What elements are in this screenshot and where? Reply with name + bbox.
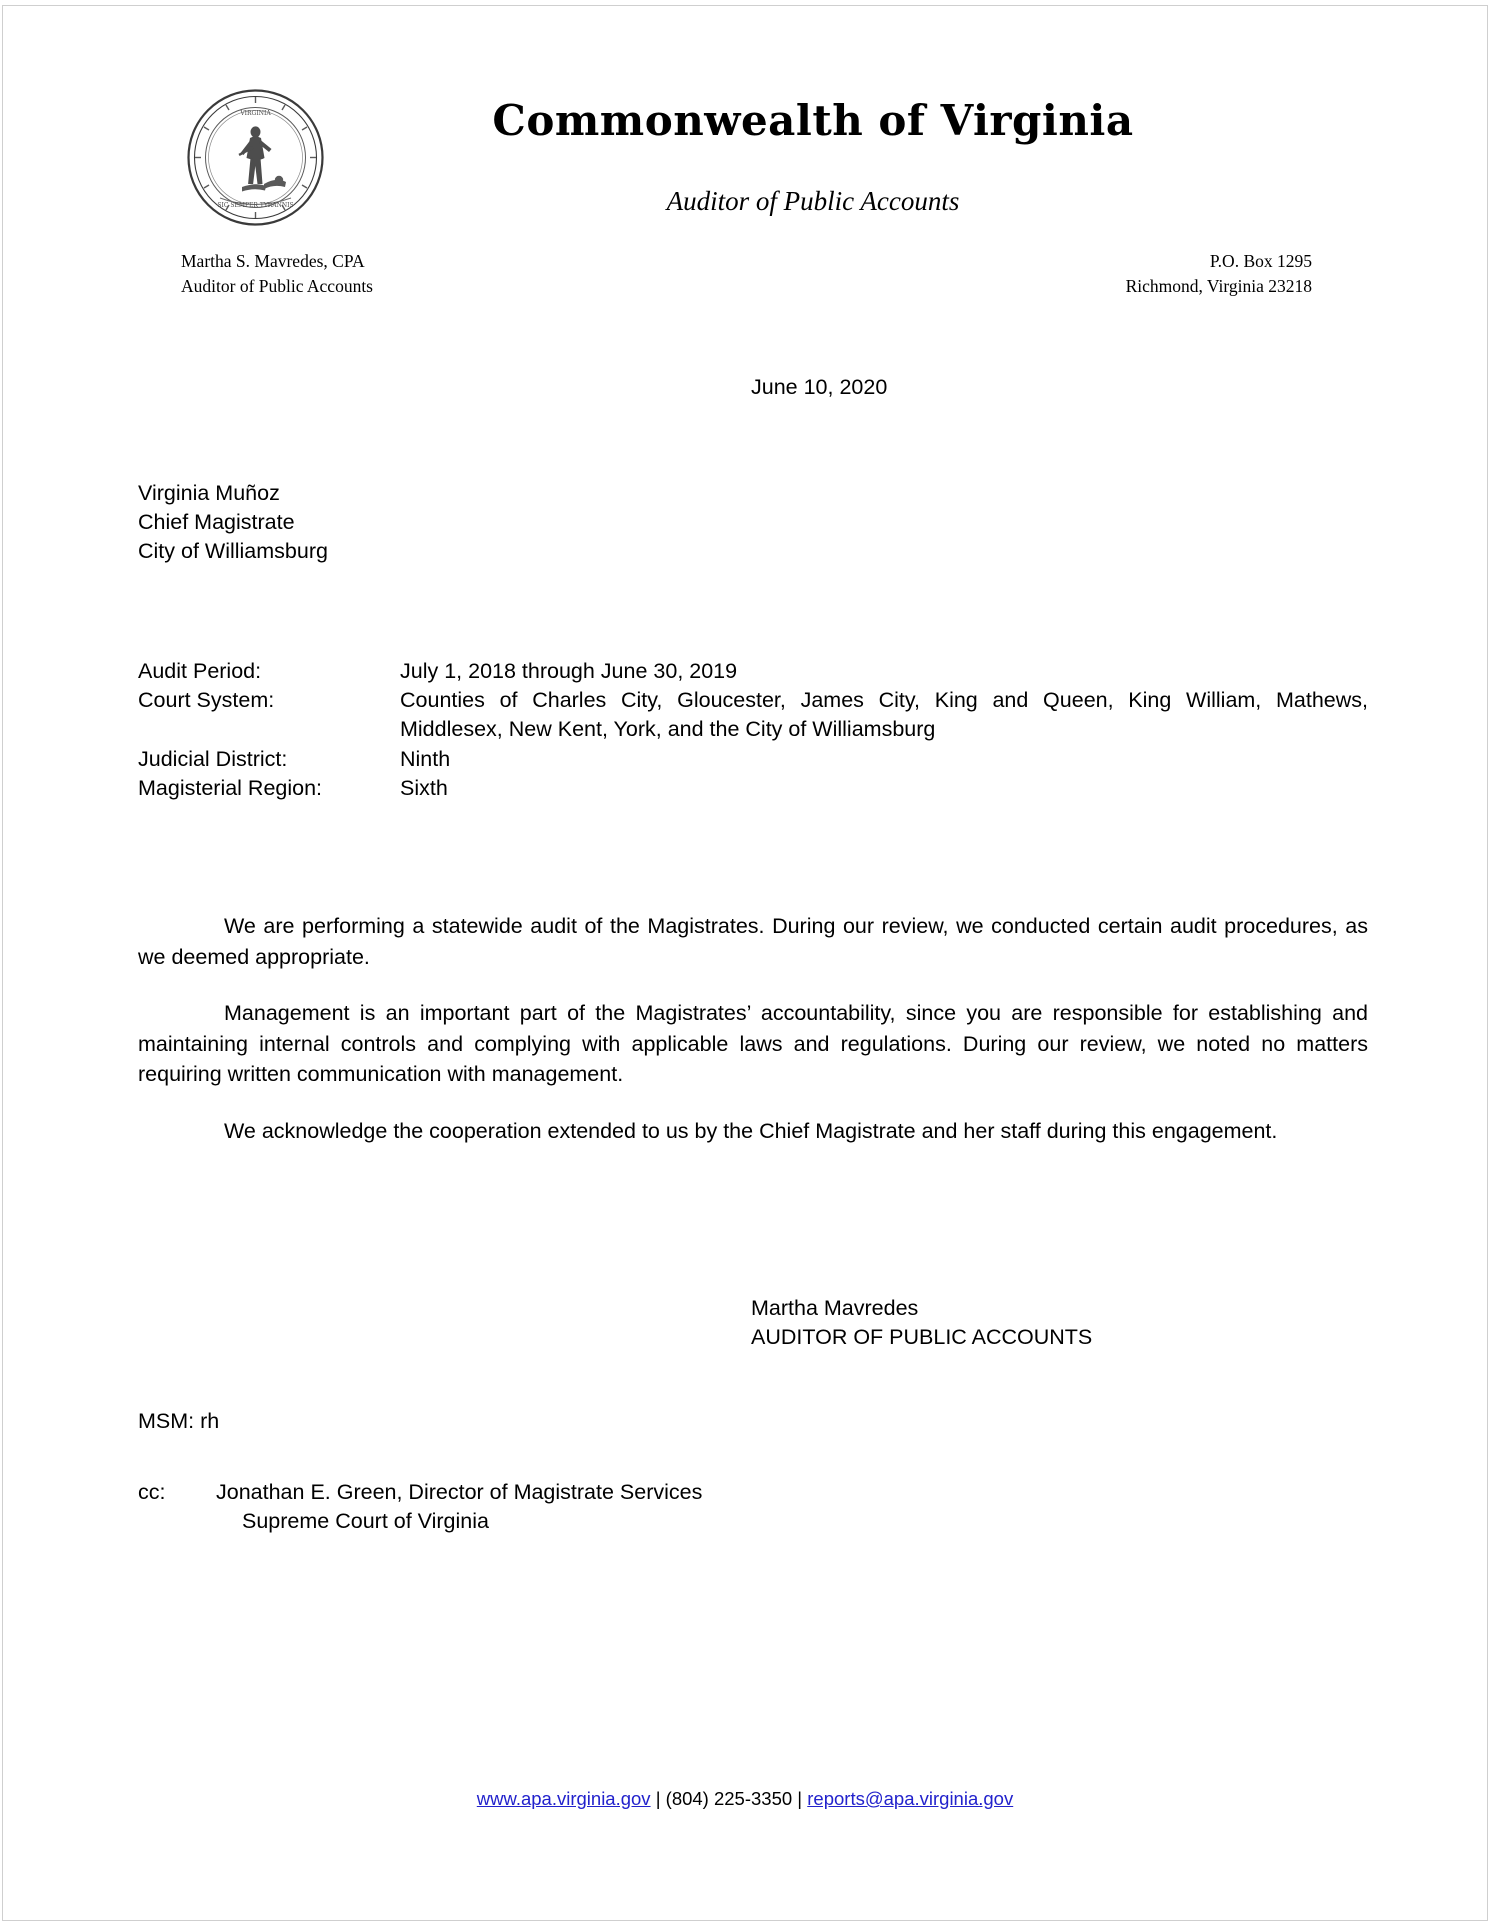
signature-title: AUDITOR OF PUBLIC ACCOUNTS bbox=[751, 1325, 1093, 1350]
cc-recipient: Jonathan E. Green, Director of Magistrate Services bbox=[216, 1480, 703, 1504]
meta-label-audit-period: Audit Period: bbox=[138, 659, 262, 683]
footer-separator-2: | bbox=[792, 1788, 808, 1809]
letter-paragraphs bbox=[138, 911, 1368, 1146]
meta-row bbox=[138, 745, 1368, 774]
svg-text:SIC SEMPER TYRANNIS: SIC SEMPER TYRANNIS bbox=[217, 202, 294, 209]
cc-block bbox=[138, 1478, 702, 1536]
page-footer bbox=[3, 1788, 1487, 1810]
letter-date: June 10, 2020 bbox=[751, 375, 888, 399]
cc-line bbox=[138, 1478, 702, 1507]
signature-block bbox=[751, 1294, 1092, 1352]
meta-label-court-system: Court System: bbox=[138, 688, 275, 713]
signature-name: Martha Mavredes bbox=[751, 1296, 919, 1320]
addressee-block bbox=[138, 479, 328, 567]
commonwealth-of-virginia-seal-icon bbox=[186, 88, 325, 227]
website-link[interactable]: www.apa.virginia.gov bbox=[476, 1788, 651, 1809]
auditor-name: Martha S. Mavredes, CPA bbox=[181, 251, 365, 271]
cc-recipient-org: Supreme Court of Virginia bbox=[242, 1509, 489, 1534]
letterhead-right-block bbox=[1126, 249, 1312, 300]
email-link[interactable]: reports@apa.virginia.gov bbox=[807, 1788, 1014, 1809]
auditor-title: Auditor of Public Accounts bbox=[181, 276, 373, 297]
paragraph-1: We are performing a statewide audit of the Magistrates. During our review, we conducted certain audit procedures, as we deemed appropriate. bbox=[138, 914, 1368, 969]
footer-phone: (804) 225-3350 bbox=[665, 1788, 793, 1809]
addressee-locality: City of Williamsburg bbox=[138, 539, 328, 564]
letterhead-subtitle: Auditor of Public Accounts bbox=[666, 186, 960, 216]
meta-label-judicial-district: Judicial District: bbox=[138, 746, 288, 771]
document-page bbox=[3, 6, 1487, 1920]
meta-value-judicial-district: Ninth bbox=[400, 746, 451, 771]
meta-row bbox=[138, 774, 1368, 803]
audit-metadata bbox=[138, 657, 1368, 803]
svg-text:VIRGINIA: VIRGINIA bbox=[240, 110, 271, 117]
footer-separator-1: | bbox=[650, 1788, 666, 1809]
letterhead bbox=[3, 6, 1487, 297]
meta-value-audit-period: July 1, 2018 through June 30, 2019 bbox=[400, 659, 738, 683]
cc-label: cc: bbox=[138, 1480, 166, 1504]
meta-label-magisterial-region: Magisterial Region: bbox=[138, 775, 323, 800]
addressee-title: Chief Magistrate bbox=[138, 510, 295, 535]
meta-value-court-system: Counties of Charles City, Gloucester, James City, King and Queen, King William, Mathews, Middlesex, New Kent, York, and the City of Williamsburg bbox=[400, 688, 1368, 742]
meta-value-magisterial-region: Sixth bbox=[400, 775, 448, 800]
letter-sheet bbox=[3, 6, 1487, 1920]
addressee-name: Virginia Muñoz bbox=[138, 481, 280, 505]
city-state-zip: Richmond, Virginia 23218 bbox=[1125, 276, 1312, 297]
letterhead-title: Commonwealth of Virginia bbox=[492, 96, 1134, 145]
paragraph-2: Management is an important part of the Magistrates’ accountability, since you are responsible for establishing and maintaining internal controls and complying with applicable laws and regulations. During our review, we noted no matters requiring written communication with management. bbox=[138, 1001, 1368, 1087]
typist-initials: MSM: rh bbox=[138, 1409, 220, 1433]
meta-row bbox=[138, 686, 1368, 744]
paragraph-3: We acknowledge the cooperation extended to us by the Chief Magistrate and her staff during this engagement. bbox=[224, 1118, 1278, 1143]
letterhead-left-block bbox=[181, 249, 373, 300]
po-box: P.O. Box 1295 bbox=[1209, 251, 1312, 271]
meta-row bbox=[138, 657, 1368, 686]
